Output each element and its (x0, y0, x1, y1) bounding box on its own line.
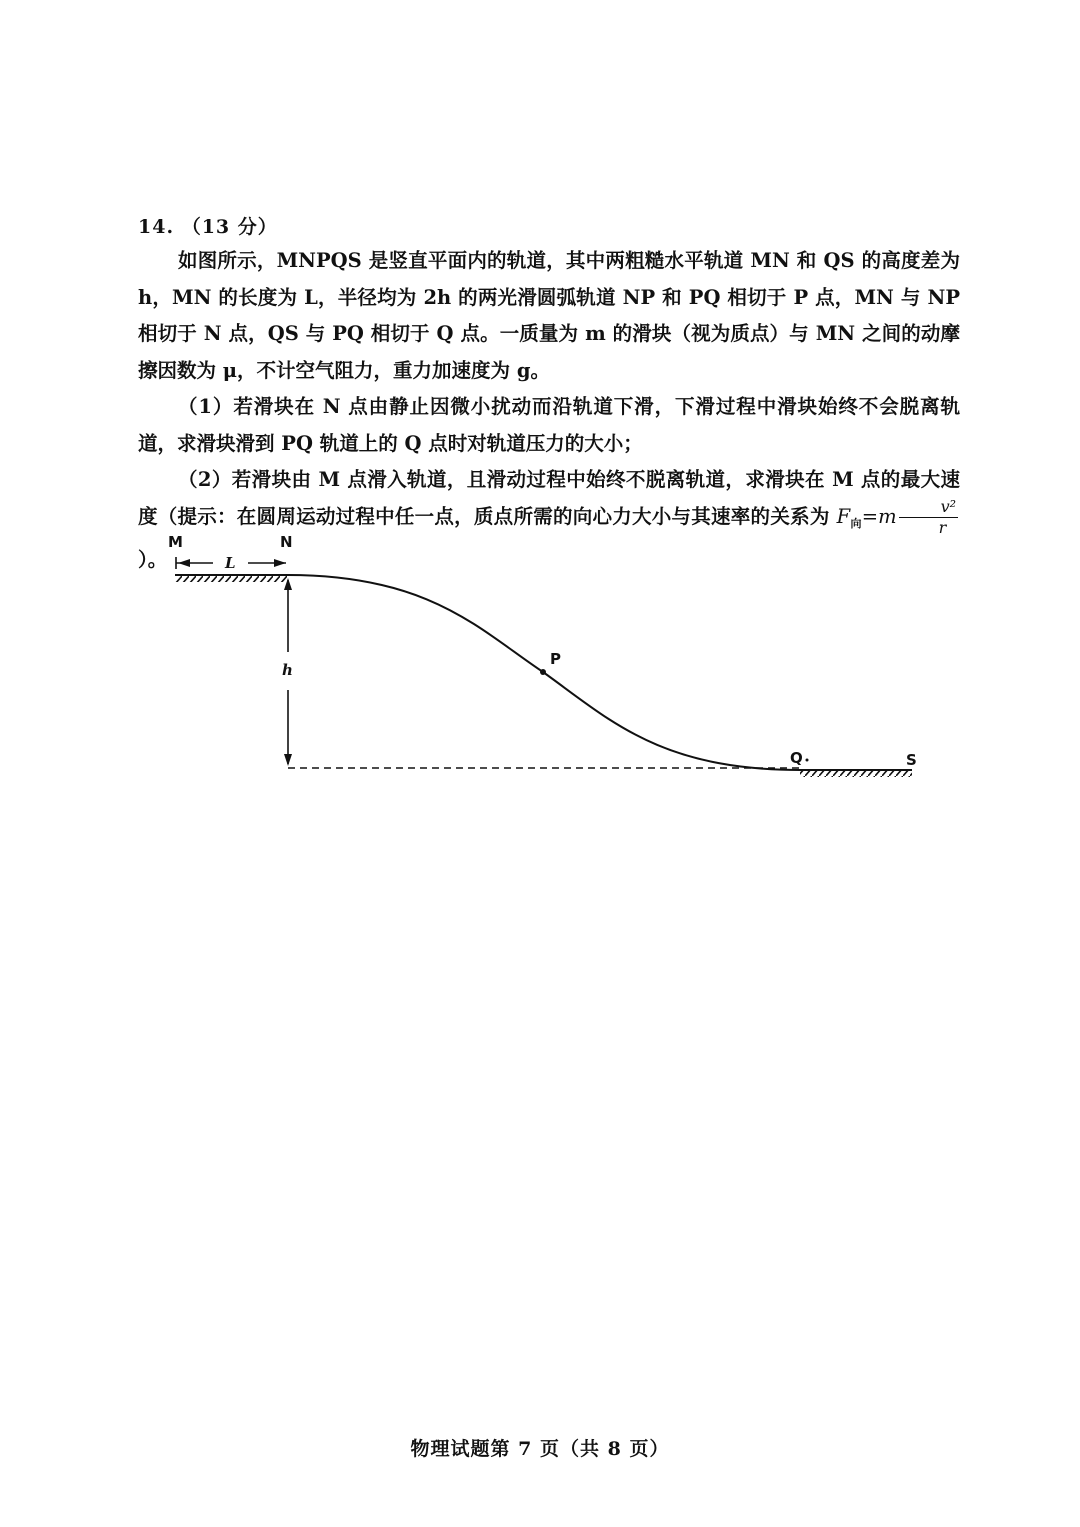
label-l: L (225, 554, 236, 572)
page-footer: 物理试题第 7 页（共 8 页） (410, 1438, 670, 1460)
label-n: N (280, 533, 293, 551)
label-h: h (282, 661, 293, 679)
formula-mass: m (878, 504, 897, 528)
question-intro: 如图所示，MNPQS 是竖直平面内的轨道，其中两粗糙水平轨道 MN 和 QS 的高度差为 h，MN 的长度为 L，半径均为 2h 的两光滑圆弧轨道 NP 和 PQ 相切于 P 点，MN 与 NP 相切于 N 点，QS 与 PQ 相切于 Q 点。一质量为 m 的滑块（视为质点）与 MN 之间的动摩擦因数为 μ，不计空气阻力，重力加速度为 g。 (138, 249, 960, 382)
part-2-text: （2）若滑块由 M 点滑入轨道，且滑动过程中始终不脱离轨道，求滑块在 M 点的最大速度（提示：在圆周运动过程中任一点，质点所需的向心力大小与其速率的关系为 (138, 468, 960, 528)
formula-equals: = (861, 504, 879, 528)
formula-force: F (836, 504, 851, 528)
question-score: （13 分） (181, 216, 278, 238)
label-m: M (168, 533, 183, 551)
question-number: 14. (138, 216, 175, 238)
formula-numerator: v² (899, 499, 958, 518)
question-header (138, 212, 278, 239)
label-s: S (906, 751, 917, 769)
point-q-dot (806, 759, 809, 762)
question-part-1: （1）若滑块在 N 点由静止因微小扰动而沿轨道下滑，下滑过程中滑块始终不会脱离轨道，求滑块滑到 PQ 轨道上的 Q 点时对轨道压力的大小； (138, 395, 960, 455)
formula-denominator: r (938, 517, 947, 537)
label-p: P (550, 650, 561, 668)
formula-force-subscript: 向 (850, 516, 862, 530)
track-diagram (0, 517, 1080, 790)
part-2-closing: ）。 (138, 548, 168, 571)
track-mn (175, 575, 288, 582)
track-qs (800, 770, 912, 777)
label-q: Q (790, 749, 803, 767)
point-p-dot (540, 669, 546, 675)
